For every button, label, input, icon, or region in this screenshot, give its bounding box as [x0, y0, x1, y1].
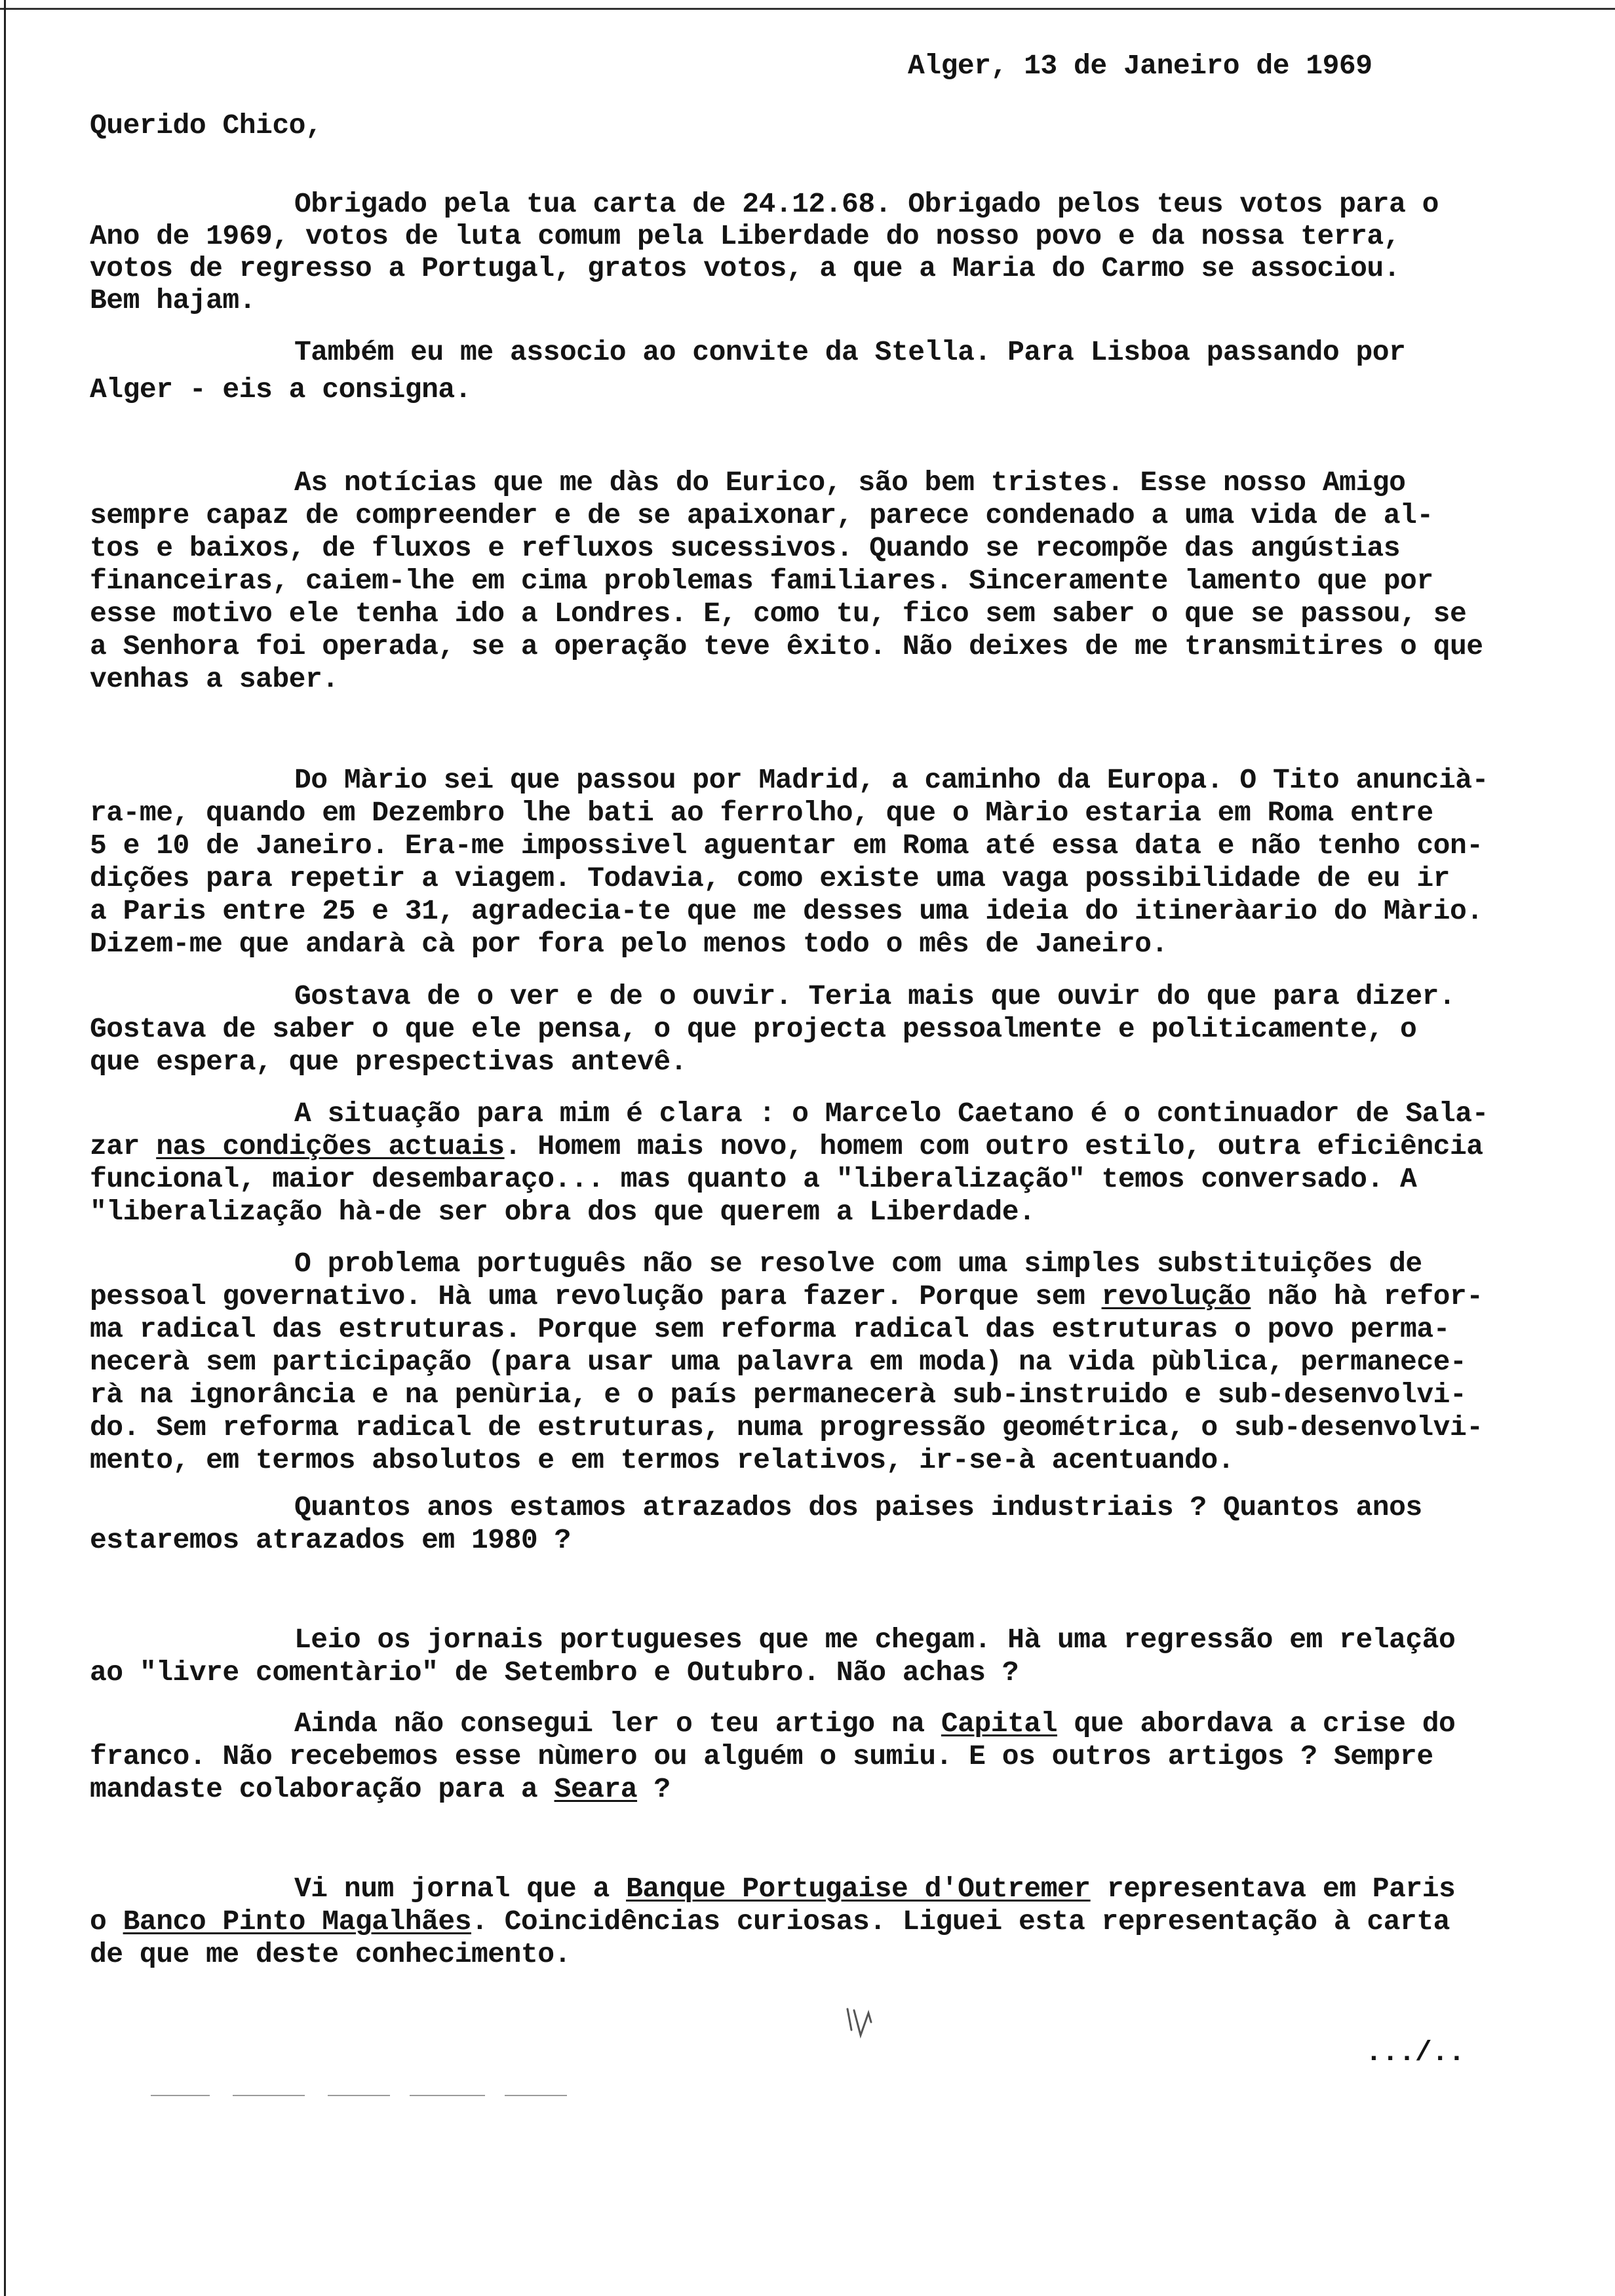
paragraph-3-line-4: financeiras, caiem-lhe em cima problemas familiares. Sinceramente lamento que por — [90, 565, 1433, 597]
paragraph-6-line-1: A situação para mim é clara : o Marcelo Caetano é o continuador de Sala- — [294, 1098, 1489, 1130]
faint-rule-4 — [410, 2095, 485, 2096]
paragraph-3-line-2: sempre capaz de compreender e de se apaixonar, parece condenado a uma vida de al- — [90, 499, 1433, 531]
paragraph-4-line-4: dições para repetir a viagem. Todavia, como existe uma vaga possibilidade de eu ir — [90, 862, 1450, 894]
faint-rule-1 — [151, 2095, 210, 2096]
underlined-title-capital: Capital — [941, 1708, 1058, 1740]
paragraph-11-line-2-pre: o — [90, 1905, 123, 1938]
paragraph-6-line-4: "liberalização hà-de ser obra dos que querem a Liberdade. — [90, 1196, 1036, 1228]
paragraph-7-line-2 — [90, 1281, 1483, 1312]
paragraph-4-line-6: Dizem-me que andarà cà por fora pelo menos todo o mês de Janeiro. — [90, 928, 1168, 960]
paragraph-5-line-1: Gostava de o ver e de o ouvir. Teria mais que ouvir do que para dizer. — [294, 980, 1456, 1012]
underlined-title-seara: Seara — [554, 1773, 638, 1805]
paragraph-7-line-1: O problema português não se resolve com uma simples substituições de — [294, 1248, 1422, 1280]
paragraph-8-line-1: Quantos anos estamos atrazados dos paises industriais ? Quantos anos — [294, 1491, 1422, 1523]
paragraph-11-line-3: de que me deste conhecimento. — [90, 1938, 571, 1970]
underlined-word-revolucao: revolução — [1101, 1280, 1251, 1312]
paragraph-10-line-3 — [90, 1774, 671, 1805]
paragraph-6-line-2-post: . Homem mais novo, homem com outro estilo, outra eficiência — [504, 1130, 1483, 1162]
paragraph-3-line-6: a Senhora foi operada, se a operação teve êxito. Não deixes de me transmitires o que — [90, 630, 1483, 662]
paragraph-9-line-1: Leio os jornais portugueses que me chegam. Hà uma regressão em relação — [294, 1624, 1456, 1656]
paragraph-4-line-1: Do Màrio sei que passou por Madrid, a caminho da Europa. O Tito anuncià- — [294, 764, 1489, 796]
paragraph-7-line-3: ma radical das estruturas. Porque sem reforma radical das estruturas o povo perma- — [90, 1313, 1450, 1345]
paragraph-10-line-2: franco. Não recebemos esse nùmero ou alguém o sumiu. E os outros artigos ? Sempre — [90, 1740, 1433, 1772]
paragraph-7-line-6: do. Sem reforma radical de estruturas, numa progressão geométrica, o sub-desenvolvi- — [90, 1411, 1483, 1444]
paragraph-5-line-3: que espera, que prespectivas antevê. — [90, 1046, 687, 1078]
paragraph-10-line-1-post: que abordava a crise do — [1057, 1708, 1456, 1740]
paragraph-11-line-1-pre: Vi num jornal que a — [294, 1873, 627, 1905]
page-top-edge — [0, 8, 1615, 10]
paragraph-7-line-2-post: não hà refor- — [1251, 1280, 1483, 1312]
paragraph-5-line-2: Gostava de saber o que ele pensa, o que projecta pessoalmente e politicamente, o — [90, 1013, 1417, 1045]
paragraph-7-line-7: mento, em termos absolutos e em termos relativos, ir-se-à acentuando. — [90, 1444, 1234, 1476]
paragraph-6-line-2 — [90, 1131, 1483, 1162]
paragraph-4-line-3: 5 e 10 de Janeiro. Era-me impossivel aguentar em Roma até essa data e não tenho con- — [90, 830, 1483, 862]
page-left-edge — [4, 0, 6, 2296]
paragraph-7-line-5: rà na ignorância e na penùria, e o país permanecerà sub-instruido e sub-desenvolvi- — [90, 1379, 1467, 1411]
faint-rule-3 — [328, 2095, 390, 2096]
paragraph-4-line-2: ra-me, quando em Dezembro lhe bati ao ferrolho, que o Màrio estaria em Roma entre — [90, 797, 1433, 829]
underlined-name-banque-portugaise: Banque Portugaise d'Outremer — [626, 1873, 1091, 1905]
handwritten-mark-icon — [842, 2004, 882, 2050]
salutation: Querido Chico, — [90, 109, 322, 142]
faint-rule-2 — [233, 2095, 305, 2096]
paragraph-1-line-4: Bem hajam. — [90, 284, 256, 316]
faint-rule-5 — [505, 2095, 567, 2096]
paragraph-3-line-7: venhas a saber. — [90, 663, 339, 695]
paragraph-10-line-3-post: ? — [637, 1773, 671, 1805]
paragraph-1-line-1: Obrigado pela tua carta de 24.12.68. Obrigado pelos teus votos para o — [294, 188, 1439, 220]
paragraph-10-line-1 — [294, 1708, 1455, 1740]
paragraph-3-line-5: esse motivo ele tenha ido a Londres. E, como tu, fico sem saber o que se passou, se — [90, 598, 1467, 630]
underlined-phrase-condicoes-actuais: nas condições actuais — [156, 1130, 505, 1162]
paragraph-11-line-1-post: representava em Paris — [1090, 1873, 1456, 1905]
dateline: Alger, 13 de Janeiro de 1969 — [908, 50, 1372, 82]
paragraph-11-line-1 — [294, 1873, 1455, 1905]
paragraph-3-line-1: As notícias que me dàs do Eurico, são bem tristes. Esse nosso Amigo — [294, 467, 1406, 499]
paragraph-6-line-2-pre: zar — [90, 1130, 157, 1162]
paragraph-1-line-3: votos de regresso a Portugal, gratos votos, a que a Maria do Carmo se associou. — [90, 252, 1401, 284]
paragraph-1-line-2: Ano de 1969, votos de luta comum pela Liberdade do nosso povo e da nossa terra, — [90, 220, 1401, 252]
paragraph-2-line-2: Alger - eis a consigna. — [90, 373, 471, 406]
paragraph-11-line-2 — [90, 1906, 1450, 1938]
continuation-mark: .../.. — [1365, 2037, 1465, 2069]
underlined-name-banco-pinto-magalhaes: Banco Pinto Magalhães — [123, 1905, 471, 1938]
paragraph-3-line-3: tos e baixos, de fluxos e refluxos sucessivos. Quando se recompõe das angústias — [90, 532, 1401, 564]
paragraph-7-line-4: necerà sem participação (para usar uma palavra em moda) na vida pùblica, permanece- — [90, 1346, 1467, 1378]
paragraph-11-line-2-post: . Coincidências curiosas. Liguei esta representação à carta — [471, 1905, 1450, 1938]
paragraph-9-line-2: ao "livre comentàrio" de Setembro e Outubro. Não achas ? — [90, 1656, 1019, 1689]
paragraph-4-line-5: a Paris entre 25 e 31, agradecia-te que me desses uma ideia do itineràario do Màrio. — [90, 895, 1483, 927]
paragraph-10-line-1-pre: Ainda não consegui ler o teu artigo na — [294, 1708, 941, 1740]
paragraph-7-line-2-pre: pessoal governativo. Hà uma revolução para fazer. Porque sem — [90, 1280, 1102, 1312]
paragraph-8-line-2: estaremos atrazados em 1980 ? — [90, 1524, 571, 1556]
paragraph-10-line-3-pre: mandaste colaboração para a — [90, 1773, 555, 1805]
paragraph-2-line-1: Também eu me associo ao convite da Stella. Para Lisboa passando por — [294, 336, 1406, 368]
paragraph-6-line-3: funcional, maior desembaraço... mas quanto a "liberalização" temos conversado. A — [90, 1163, 1417, 1195]
